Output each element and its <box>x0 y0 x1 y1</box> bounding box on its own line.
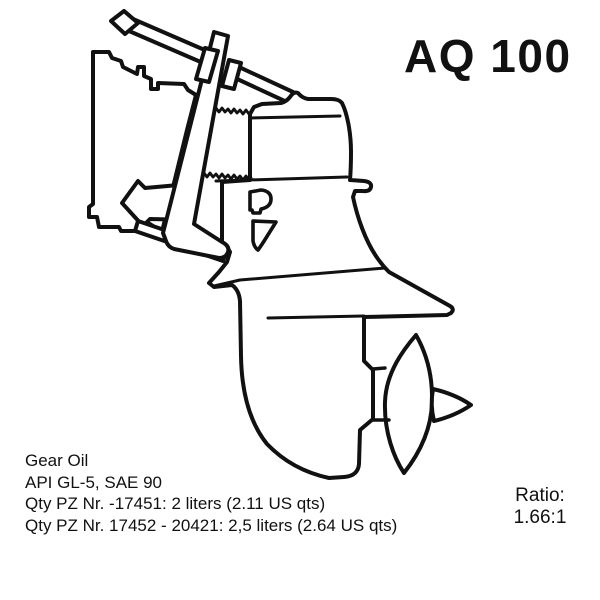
upper-joint-line <box>250 116 340 118</box>
oil-spec-line: Qty PZ Nr. 17452 - 20421: 2,5 liters (2.64 US qts) <box>25 516 398 536</box>
oil-spec-block <box>25 450 465 537</box>
model-title: AQ 100 <box>404 30 572 82</box>
ratio-block <box>498 485 582 529</box>
oil-spec-line: Qty PZ Nr. -17451: 2 liters (2.11 US qts) <box>25 494 326 514</box>
plate-underside-line <box>268 316 364 318</box>
oil-spec-line: API GL-5, SAE 90 <box>25 472 163 492</box>
propeller-hub-top-line <box>373 368 385 369</box>
ratio-label: Ratio: <box>515 485 565 506</box>
ratio-value: 1.66:1 <box>513 507 567 528</box>
tilt-rod-right <box>235 67 293 103</box>
tilt-rod-left <box>129 19 207 63</box>
propeller-blade-cone <box>432 389 471 421</box>
oil-spec-line: Gear Oil <box>25 451 89 470</box>
